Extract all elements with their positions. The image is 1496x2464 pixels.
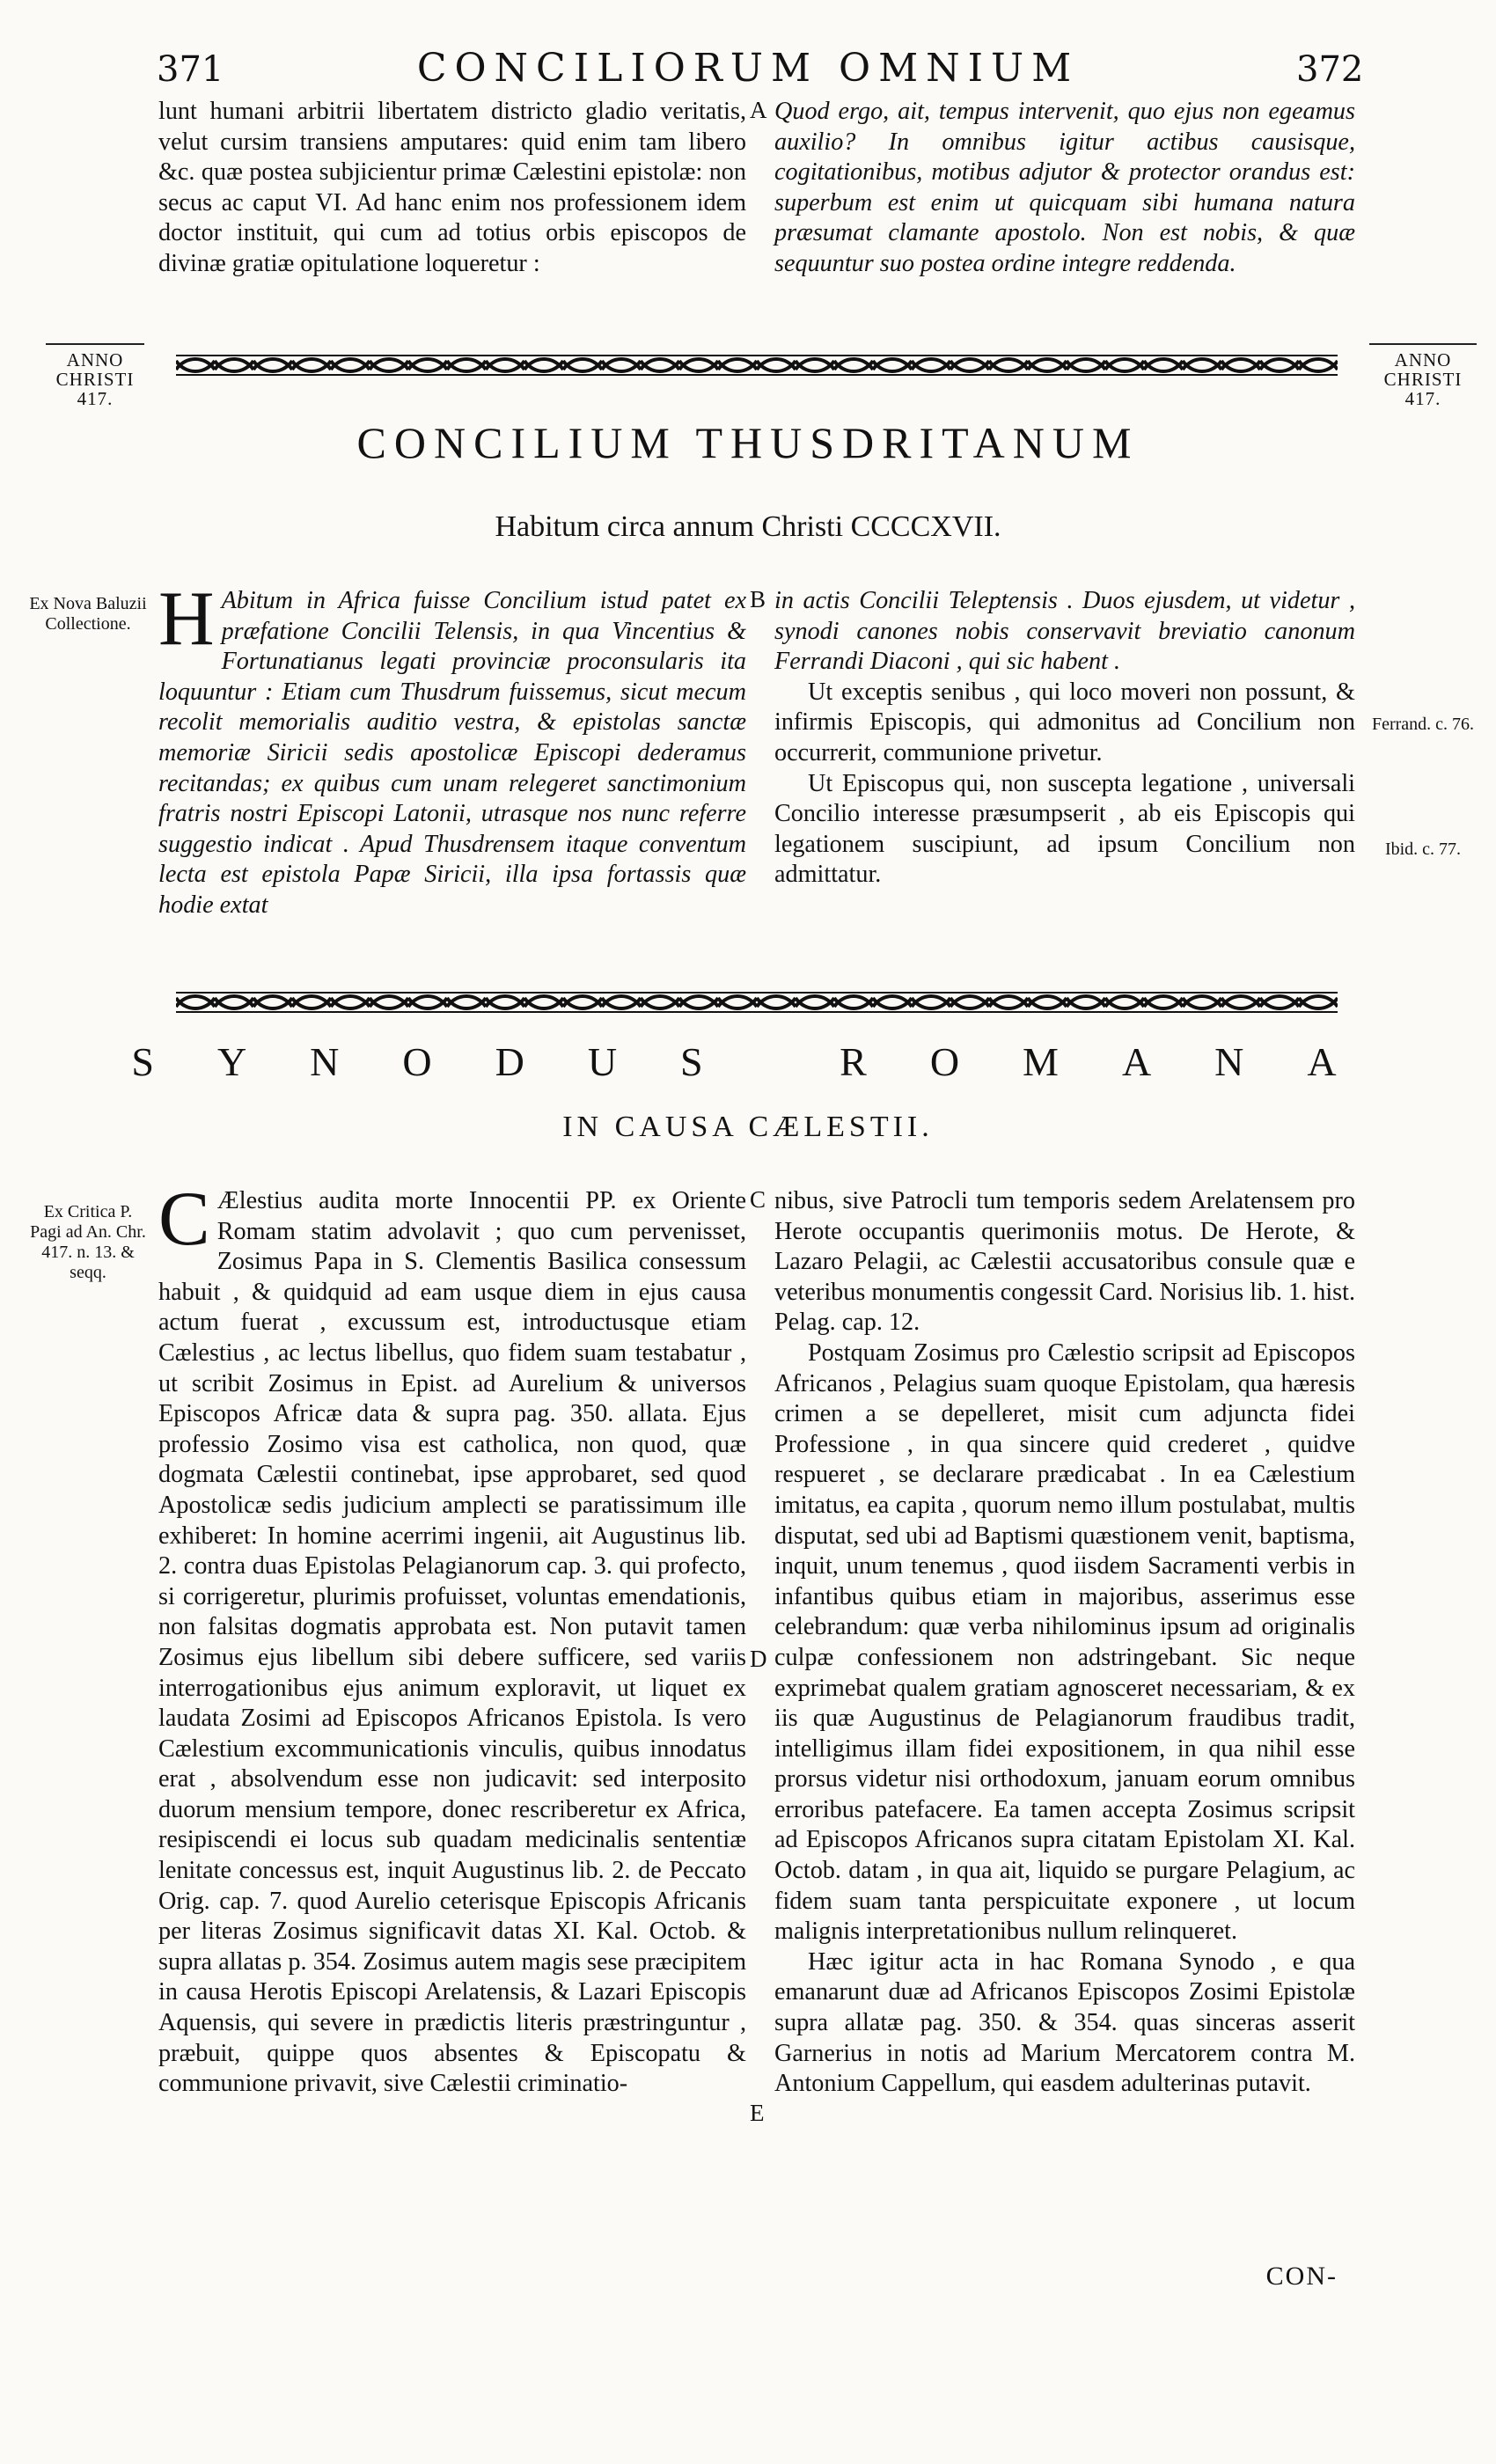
page-number-left: 371 bbox=[157, 49, 224, 90]
section1-left-text: Abitum in Africa fuisse Concilium istud patet ex præfatione Concilii Telensis, in qua Vincentius & Fortunatianus legati provinciæ proconsularis ita loquuntur : Etiam cum Thusdrum fuissemus, sicut mecum recolit memorialis auditio vestra, & epistolas sanctæ memoriæ Siricii sedis apostolicæ Episcopi dederamus recitandas; ex quibus cum unam relegeret sanctimonium fratris nostri Episcopi Latonii, utrasque nos nunc referre suggestio indicat . Apud Thusdrensem itaque conventum lecta est epistola Papæ Siricii, illa ipsa fortassis quæ hodie extat bbox=[158, 587, 746, 919]
margin-note-baluzii: Ex Nova Baluzii Collectione. bbox=[29, 594, 147, 634]
page-number-right: 372 bbox=[1296, 49, 1364, 90]
catchword: CON- bbox=[1265, 2262, 1338, 2291]
anno-right-line3: 417. bbox=[1404, 388, 1441, 409]
dropcap-c: C bbox=[158, 1177, 210, 1262]
top-left-text: lunt humani arbitrii libertatem districto gladio veritatis, velut cursim transiens amputares: quid enim tam libero &c. quæ postea subjicientur primæ Cælestini epistolæ: non secus ac caput VI. Ad hanc enim nos professionem idem doctor instituit, qui cum ad totius orbis episcopos de divinæ gratiæ opitulatione loqueretur : bbox=[158, 98, 746, 277]
anno-right-line1: ANNO bbox=[1394, 349, 1452, 370]
section2-right-p1: nibus, sive Patrocli tum temporis sedem Arelatensem pro Herote occupantis querimoniis motus. De Herote, & Lazaro Pelagii, ac Cælestii accusatoribus consule quæ e veteribus monumentis congessit Card. Norisius lib. 1. hist. Pelag. cap. 12. bbox=[774, 1187, 1356, 1337]
section-subtitle-synodus: IN CAUSA CÆLESTII. bbox=[562, 1111, 934, 1143]
running-head bbox=[0, 42, 1496, 95]
anno-left-line1: ANNO bbox=[66, 349, 124, 370]
section2-left-column bbox=[158, 1177, 746, 2100]
anno-left-line2: CHRISTI bbox=[55, 369, 135, 390]
margin-letter-d: D bbox=[750, 1646, 767, 1672]
section1-left-column bbox=[158, 576, 746, 921]
dropcap-h: H bbox=[158, 576, 215, 662]
section2-left-text: Ælestius audita morte Innocentii PP. ex Oriente Romam statim advolavit ; quo cum pervenisset, Zosimus Papa in S. Clementis Basilica consessum habuit , & quidquid ad eam usque diem in ejus causa actum fuerat , excussum est, introductusque etiam Cælestius , ac lectus libellus, quo fidem suam testabatur , ut scribit Zosimus in Epist. ad Aurelium & universos Episcopos Africæ data & supra pag. 350. allata. Ejus professio Zosimo visa est catholica, non quod, quæ dogmata Cælestii continebat, ipse approbaret, sed quod Apostolicæ sedis judicium amplecti se paratissimum ille exhiberet: In homine acerrimi ingenii, ait Augustinus lib. 2. contra duas Epistolas Pelagianorum cap. 3. qui profecto, si corrigeretur, plurimis profuisset, voluntas emendationis, non falsitas dogmatis approbata est. Non putavit tamen Zosimus ejus libellum sibi debere sufficere, sed variis interrogationibus ejus animum exploravit, ut liquet ex laudata Zosimi ad Episcopos Africanos Epistola. Is vero Cælestium excommunicationis vinculis, quibus innodatus erat , absolvendum esse non judicavit: sed interposito duorum mensium tempore, donec rescriberetur ex Africa, resipiscendi ei locus sub quadam medicinalis sententiæ lenitate concessus est, inquit Augustinus lib. 2. de Peccato Orig. cap. 7. quod Aurelio ceterisque Episcopis Africanis per literas Zosimus significavit datas XI. Kal. Octob. & supra allatas p. 354. Zosimus autem magis sese præcipitem in causa Herotis Episcopi Arelatensis, & Lazari Episcopis Aquensis, qui severe in prædictis literis præstringuntur , præbuit, quippe quos absentes & Episcopatu & communione privavit, sive Cælestii criminatio- bbox=[158, 1187, 746, 2098]
top-right-text: Quod ergo, ait, tempus intervenit, quo ejus non egeamus auxilio? In omnibus igitur actibus causisque, cogitationibus, motibus adjutor & protector orandus est: superbum est enim ut quicquam sibi humana natura præsumat clamante apostolo. Non est nobis, & quæ sequuntur suo postea ordine integre reddenda. bbox=[774, 98, 1355, 277]
ornamental-rule-middle bbox=[176, 991, 1338, 1014]
section1-right-column bbox=[774, 586, 1355, 891]
running-title: CONCILIORUM OMNIUM bbox=[416, 46, 1080, 91]
section2-right-p3: Hæc igitur acta in hac Romana Synodo , e qua emanarunt duæ ad Africanos Episcopos Zosimi Epistolæ supra allatæ pag. 350. & 354. quas sinceras asserit Garnerius in notis ad Marium Mercatorem contra M. Antonium Cappellum, qui easdem adulterinas putavit. bbox=[774, 1947, 1355, 2098]
margin-note-pagi: Ex Critica P. Pagi ad An. Chr. 417. n. 13. & seqq. bbox=[30, 1202, 146, 1282]
section1-right-p1: in actis Concilii Teleptensis . Duos ejusdem, ut videtur , synodi canones nobis conservavit breviatio canonum Ferrandi Diaconi , qui sic habent . bbox=[774, 587, 1355, 676]
section2-right-p2: Postquam Zosimus pro Cælestio scripsit ad Episcopos Africanos , Pelagius suam quoque Epistolam, qua hæresis crimen a se depelleret, misit cum adjuncta fidei Professione , in qua sincere quid crederet , quidve respueret , se declarare prædicabat . In ea Cælestium imitatus, ea capita , quorum nemo illum postulabat, multis disputat, sed ubi ad Baptismi quæstionem venit, baptisma, inquit, unum tenemus , quod iisdem Sacramenti verbis in infantibus quibus etiam in majoribus, asserimus esse celebrandum: quæ verba nihilominus ipsum ad originalis culpæ confessionem non adstringebant. Sic neque exprimebat qualem gratiam agnosceret necessariam, & ex iis quæ Augustinus de Pelagianorum fraudibus tradit, intelligimus illam fidei expositionem, in qua nihil esse prorsus videtur nisi orthodoxum, januam eorum omnibus erroribus patefacere. Ea tamen accepta Zosimus scripsit ad Episcopos Africanos supra citatam Epistolam XI. Kal. Octob. datam , in qua ait, liquido se purgare Pelagium, ac fidem suam tanta perspicuitate exponere , ut locum malignis interpretationibus nullum relinqueret. bbox=[774, 1338, 1355, 1946]
margin-letter-c: C bbox=[750, 1186, 766, 1213]
ornamental-rule-top bbox=[176, 354, 1338, 377]
anno-left-line3: 417. bbox=[77, 388, 114, 409]
section-title-concilium: CONCILIUM THUSDRITANUM bbox=[356, 418, 1140, 467]
anno-right-line2: CHRISTI bbox=[1383, 369, 1463, 390]
margin-letter-b: B bbox=[750, 586, 766, 612]
section1-right-p2: Ut exceptis senibus , qui loco moveri non possunt, & infirmis Episcopis, qui admonitus ad Concilium non occurrerit, communione privetur. bbox=[774, 678, 1355, 766]
anno-christi-right bbox=[1369, 343, 1477, 408]
top-left-column bbox=[158, 97, 746, 280]
margin-note-ibid: Ibid. c. 77. bbox=[1384, 840, 1462, 859]
section2-right-column bbox=[774, 1186, 1355, 2100]
margin-letter-e: E bbox=[750, 2100, 765, 2126]
section-title-synodus: SYNODUS ROMANA bbox=[131, 1039, 1400, 1084]
anno-christi-left bbox=[46, 343, 144, 408]
top-right-column bbox=[774, 97, 1355, 280]
section1-right-p3: Ut Episcopus qui, non suscepta legatione , universali Concilio interesse præsumpserit , ab eis Episcopis qui legationem suscipiunt, ad ipsum Concilium non admittatur. bbox=[774, 769, 1355, 889]
margin-note-ferrand: Ferrand. c. 76. bbox=[1371, 715, 1475, 734]
section-subtitle-concilium: Habitum circa annum Christi CCCCXVII. bbox=[495, 510, 1001, 543]
margin-letter-a: A bbox=[750, 97, 767, 123]
